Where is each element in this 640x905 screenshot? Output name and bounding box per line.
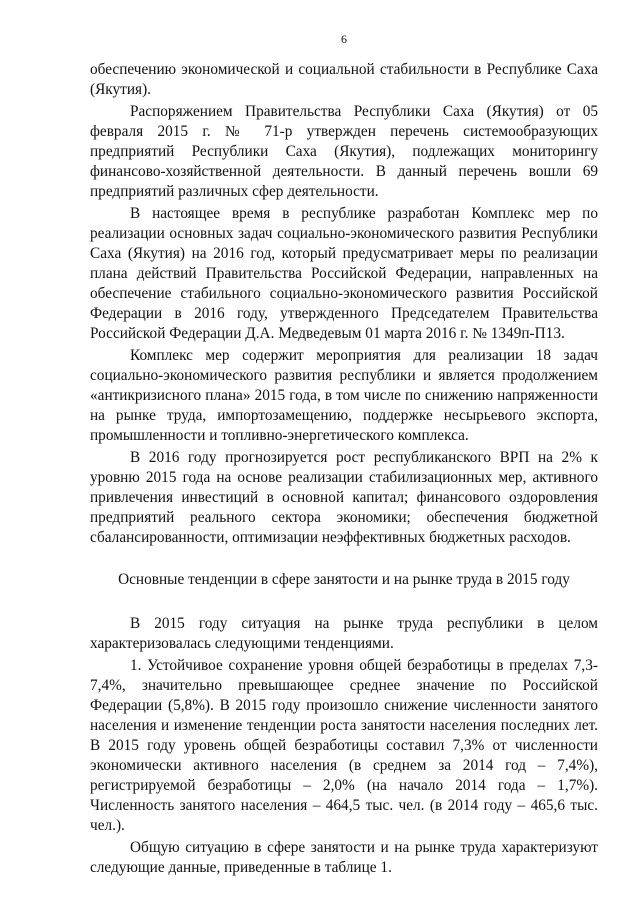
paragraph-order-71r: Распоряжением Правительства Республики Саха (Якутия) от 05 февраля 2015 г. № 71-р утвержден перечень системообразующих предприятий Республики Саха (Якутия), подлежащих мониторингу финансово-хозяйственной деятельности. В данный перечень вошли 69 предприятий различных сфер деятельности.: [90, 103, 598, 200]
section-title: Основные тенденции в сфере занятости и на рынке труда в 2015 году: [118, 571, 570, 588]
page-number: 6: [341, 32, 347, 46]
paragraph-table-reference: Общую ситуацию в сфере занятости и на рынке труда характеризуют следующие данные, приведенные в таблице 1.: [90, 839, 598, 876]
paragraph-unemployment: 1. Устойчивое сохранение уровня общей безработицы в пределах 7,3-7,4%, значительно превышающее среднее значение по Российской Федерации (5,8%). В 2015 году произошло снижение численности занятого населения и изменение тенденции роста занятости населения последних лет. В 2015 году уровень общей безработицы составил 7,3% от численности экономически активного населения (в среднем за 2014 год – 7,4%), регистрируемой безработицы – 2,0% (на начало 2014 года – 1,7%). Численность занятого населения – 464,5 тыс. чел. (в 2014 году – 465,6 тыс. чел.).: [90, 657, 598, 834]
paragraph-complex-content: Комплекс мер содержит мероприятия для реализации 18 задач социально-экономического развития республики и является продолжением «антикризисного плана» 2015 года, в том числе по снижению напряженности на рынке труда, импортозамещению, поддержке несырьевого экспорта, промышленности и топливно-энергетического комплекса.: [90, 347, 598, 444]
paragraph-labor-situation: В 2015 году ситуация на рынке труда республики в целом характеризовалась следующими тенденциями.: [90, 615, 598, 652]
paragraph-grp-forecast: В 2016 году прогнозируется рост республиканского ВРП на 2% к уровню 2015 года на основе реализации стабилизационных мер, активного привлечения инвестиций в основной капитал; финансового оздоровления предприятий реального сектора экономики; обеспечения бюджетной сбалансированности, оптимизации неэффективных бюджетных расходов.: [90, 449, 598, 546]
paragraph-measures-complex: В настоящее время в республике разработан Комплекс мер по реализации основных задач социально-экономического развития Республики Саха (Якутия) на 2016 год, который предусматривает меры по реализации плана действий Правительства Российской Федерации, направленных на обеспечение стабильного социально-экономического развития Российской Федерации в 2016 году, утвержденного Председателем Правительства Российской Федерации Д.А. Медведевым 01 марта 2016 г. № 1349п-П13.: [90, 205, 598, 342]
paragraph-continuation: обеспечению экономической и социальной стабильности в Республике Саха (Якутия).: [90, 61, 598, 98]
